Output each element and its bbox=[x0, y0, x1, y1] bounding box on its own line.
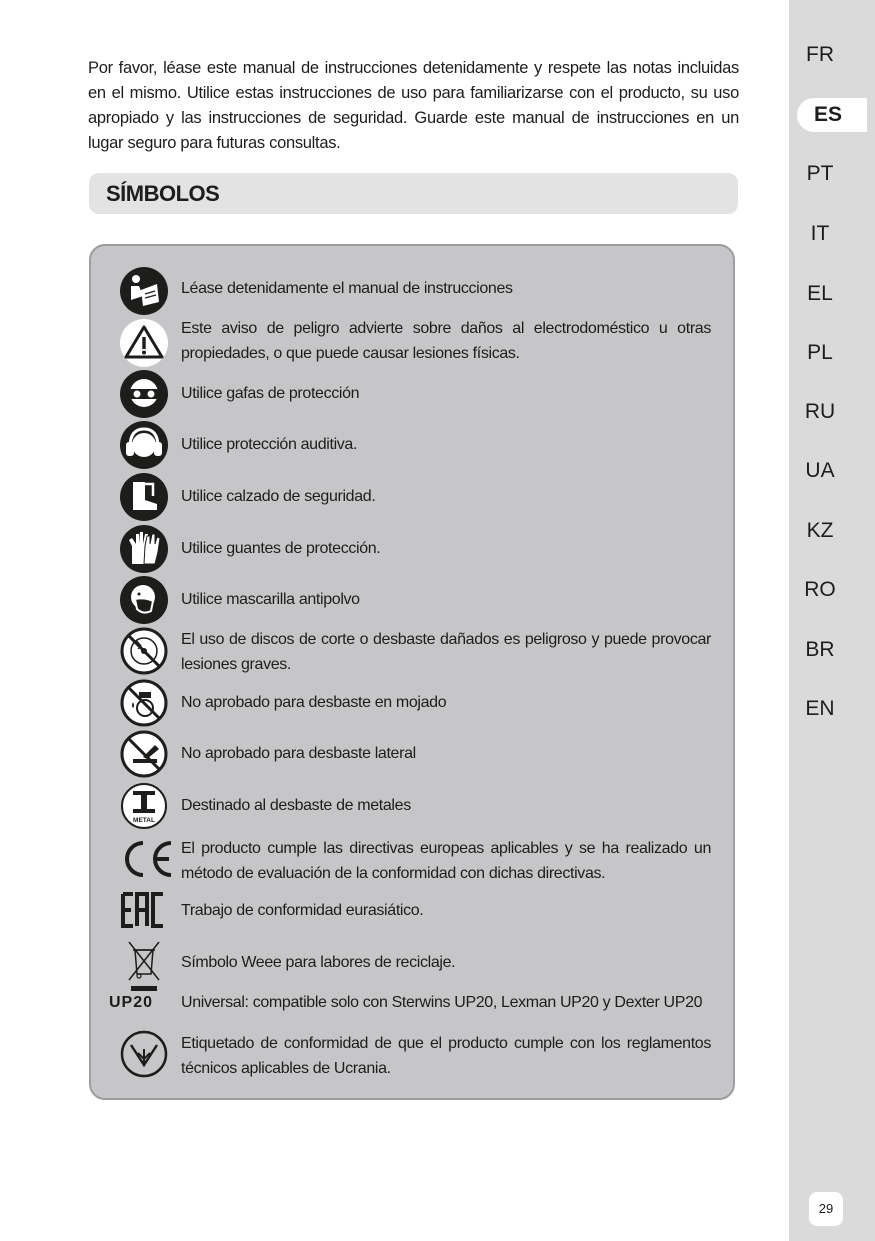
eac-mark-icon bbox=[119, 890, 169, 930]
safety-boots-icon bbox=[119, 472, 169, 522]
symbol-text-weee: Símbolo Weee para labores de reciclaje. bbox=[181, 954, 456, 971]
symbol-text-ukraine: Etiquetado de conformidad de que el producto cumple con los reglamentos técnicos aplicables de Ucrania. bbox=[181, 1035, 711, 1077]
symbols-panel bbox=[89, 244, 735, 1100]
symbol-text-gloves: Utilice guantes de protección. bbox=[181, 540, 381, 557]
lang-tab-es-active[interactable]: ES bbox=[797, 98, 867, 132]
weee-bin-icon bbox=[119, 938, 169, 994]
up20-icon-label: UP20 bbox=[109, 994, 154, 1011]
symbol-text-up20: Universal: compatible solo con Sterwins UP20, Lexman UP20 y Dexter UP20 bbox=[181, 994, 703, 1011]
no-side-grinding-icon bbox=[119, 729, 169, 779]
safety-goggles-icon bbox=[119, 369, 169, 419]
intro-paragraph: Por favor, léase este manual de instrucciones detenidamente y respete las notas incluidas en el mismo. Utilice estas instrucciones de uso para familiarizarse con el producto, su uso apropiado y las instrucciones de seguridad. Guarde este manual de instrucciones en un lugar seguro para futuras consultas. bbox=[88, 59, 739, 152]
read-manual-icon bbox=[119, 266, 169, 316]
lang-tab-it[interactable]: IT bbox=[810, 222, 830, 245]
ukraine-conformity-icon bbox=[119, 1029, 169, 1079]
lang-tab-ro[interactable]: RO bbox=[804, 578, 836, 601]
no-damaged-disc-icon bbox=[119, 626, 169, 676]
protective-gloves-icon bbox=[119, 524, 169, 574]
section-header bbox=[89, 173, 738, 214]
lang-tab-pl[interactable]: PL bbox=[807, 341, 833, 364]
symbol-text-warning: Este aviso de peligro advierte sobre daños al electrodoméstico u otras propiedades, o que puede causar lesiones físicas. bbox=[181, 320, 711, 362]
language-sidebar bbox=[789, 0, 875, 1241]
metal-icon-label: METAL bbox=[133, 817, 155, 824]
lang-tab-en[interactable]: EN bbox=[805, 697, 835, 720]
lang-tab-ua[interactable]: UA bbox=[805, 459, 835, 482]
lang-tab-br[interactable]: BR bbox=[805, 638, 835, 661]
ear-protection-icon bbox=[119, 420, 169, 470]
symbol-text-wet: No aprobado para desbaste en mojado bbox=[181, 694, 447, 711]
symbol-text-ce: El producto cumple las directivas europeas aplicables y se ha realizado un método de evaluación de la conformidad con dichas directivas. bbox=[181, 840, 711, 882]
symbol-text-side: No aprobado para desbaste lateral bbox=[181, 745, 416, 762]
symbol-text-mask: Utilice mascarilla antipolvo bbox=[181, 591, 360, 608]
symbol-text-disc: El uso de discos de corte o desbaste dañados es peligroso y puede provocar lesiones graves. bbox=[181, 631, 711, 673]
no-wet-grinding-icon bbox=[119, 678, 169, 728]
lang-tab-el[interactable]: EL bbox=[807, 282, 833, 305]
metal-grinding-icon bbox=[119, 781, 169, 831]
symbol-text-eac: Trabajo de conformidad eurasiático. bbox=[181, 902, 424, 919]
dust-mask-icon bbox=[119, 575, 169, 625]
symbol-text-goggles: Utilice gafas de protección bbox=[181, 385, 360, 402]
lang-tab-kz[interactable]: KZ bbox=[806, 519, 834, 542]
page-number: 29 bbox=[809, 1192, 843, 1226]
symbol-text-metal: Destinado al desbaste de metales bbox=[181, 797, 411, 814]
warning-triangle-icon bbox=[119, 318, 169, 368]
lang-tab-ru[interactable]: RU bbox=[804, 400, 836, 423]
symbol-text-ear: Utilice protección auditiva. bbox=[181, 436, 358, 453]
lang-tab-fr[interactable]: FR bbox=[806, 43, 834, 66]
ce-mark-icon bbox=[119, 837, 175, 881]
symbol-text-boots: Utilice calzado de seguridad. bbox=[181, 488, 376, 505]
up20-logo-icon bbox=[109, 990, 175, 1012]
lang-tab-pt[interactable]: PT bbox=[806, 162, 834, 185]
section-title: SÍMBOLOS bbox=[106, 181, 220, 206]
symbol-text-read-manual: Léase detenidamente el manual de instrucciones bbox=[181, 280, 513, 297]
